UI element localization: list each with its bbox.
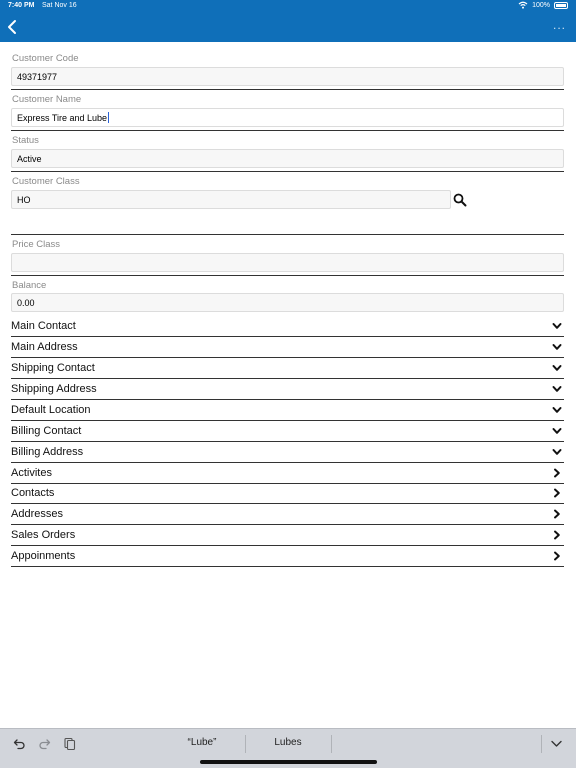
- status-time: 7:40 PM: [8, 2, 35, 9]
- status-field[interactable]: [11, 149, 564, 168]
- chevron-down-icon: [552, 447, 562, 457]
- section-label: Main Contact: [11, 320, 76, 332]
- battery-icon: [554, 2, 568, 9]
- customer-code-field[interactable]: [11, 67, 564, 86]
- wifi-icon: [518, 1, 528, 9]
- divider: [541, 735, 542, 753]
- chevron-right-icon: [552, 488, 562, 498]
- divider: [11, 89, 564, 90]
- section-shipping-address[interactable]: [11, 379, 564, 400]
- customer-class-value: HO: [17, 194, 31, 205]
- redo-icon[interactable]: [38, 737, 51, 750]
- status-label: Status: [12, 135, 39, 146]
- section-appoinments[interactable]: [11, 546, 564, 567]
- divider: [11, 130, 564, 131]
- status-date: Sat Nov 16: [42, 2, 77, 9]
- price-class-field[interactable]: [11, 253, 564, 272]
- chevron-down-icon: [552, 342, 562, 352]
- section-label: Main Address: [11, 341, 78, 353]
- chevron-down-icon: [552, 426, 562, 436]
- customer-name-value: Express Tire and Lube: [17, 112, 108, 123]
- divider: [331, 735, 332, 753]
- section-default-location[interactable]: [11, 400, 564, 421]
- chevron-down-icon: [552, 321, 562, 331]
- status-value: Active: [17, 153, 42, 164]
- section-shipping-contact[interactable]: [11, 358, 564, 379]
- balance-value: 0.00: [17, 297, 35, 308]
- chevron-right-icon: [552, 509, 562, 519]
- section-contacts[interactable]: [11, 483, 564, 504]
- balance-field[interactable]: [11, 293, 564, 312]
- price-class-label: Price Class: [12, 239, 61, 250]
- suggestion-2[interactable]: Lubes: [274, 737, 302, 748]
- search-icon[interactable]: [453, 193, 467, 207]
- undo-icon[interactable]: [13, 737, 26, 750]
- back-icon[interactable]: [6, 19, 20, 35]
- section-activites[interactable]: [11, 463, 564, 484]
- section-billing-address[interactable]: [11, 442, 564, 463]
- customer-code-value: 49371977: [17, 71, 58, 82]
- customer-name-field[interactable]: [11, 108, 564, 127]
- home-indicator: [200, 760, 377, 764]
- divider: [11, 275, 564, 276]
- section-label: Sales Orders: [11, 529, 76, 541]
- section-sales-orders[interactable]: [11, 525, 564, 546]
- chevron-right-icon: [552, 530, 562, 540]
- section-main-contact[interactable]: [11, 316, 564, 337]
- section-main-address[interactable]: [11, 337, 564, 358]
- navigation-bar: [0, 0, 576, 42]
- chevron-right-icon: [552, 551, 562, 561]
- section-label: Addresses: [11, 508, 63, 520]
- battery-percent: 100%: [532, 1, 550, 9]
- section-label: Default Location: [11, 404, 91, 416]
- chevron-down-icon: [552, 363, 562, 373]
- status-indicators: [518, 1, 568, 9]
- suggestion-1[interactable]: “Lube”: [187, 737, 217, 748]
- dismiss-keyboard-icon[interactable]: [550, 737, 563, 750]
- customer-class-label: Customer Class: [12, 176, 80, 187]
- paste-icon[interactable]: [63, 737, 76, 750]
- section-label: Shipping Contact: [11, 362, 95, 374]
- customer-code-label: Customer Code: [12, 53, 79, 64]
- divider: [245, 735, 246, 753]
- section-billing-contact[interactable]: [11, 421, 564, 442]
- section-label: Billing Contact: [11, 425, 82, 437]
- chevron-right-icon: [552, 468, 562, 478]
- section-label: Appoinments: [11, 550, 76, 562]
- chevron-down-icon: [552, 405, 562, 415]
- more-options-button[interactable]: ...: [552, 18, 566, 32]
- chevron-down-icon: [552, 384, 562, 394]
- customer-class-field[interactable]: [11, 190, 451, 209]
- divider: [11, 234, 564, 235]
- customer-name-label: Customer Name: [12, 94, 82, 105]
- section-label: Billing Address: [11, 446, 84, 458]
- section-label: Activites: [11, 467, 52, 479]
- divider: [11, 171, 564, 172]
- text-cursor: [108, 112, 109, 123]
- balance-label: Balance: [12, 280, 47, 291]
- section-label: Contacts: [11, 487, 55, 499]
- section-label: Shipping Address: [11, 383, 97, 395]
- section-addresses[interactable]: [11, 504, 564, 525]
